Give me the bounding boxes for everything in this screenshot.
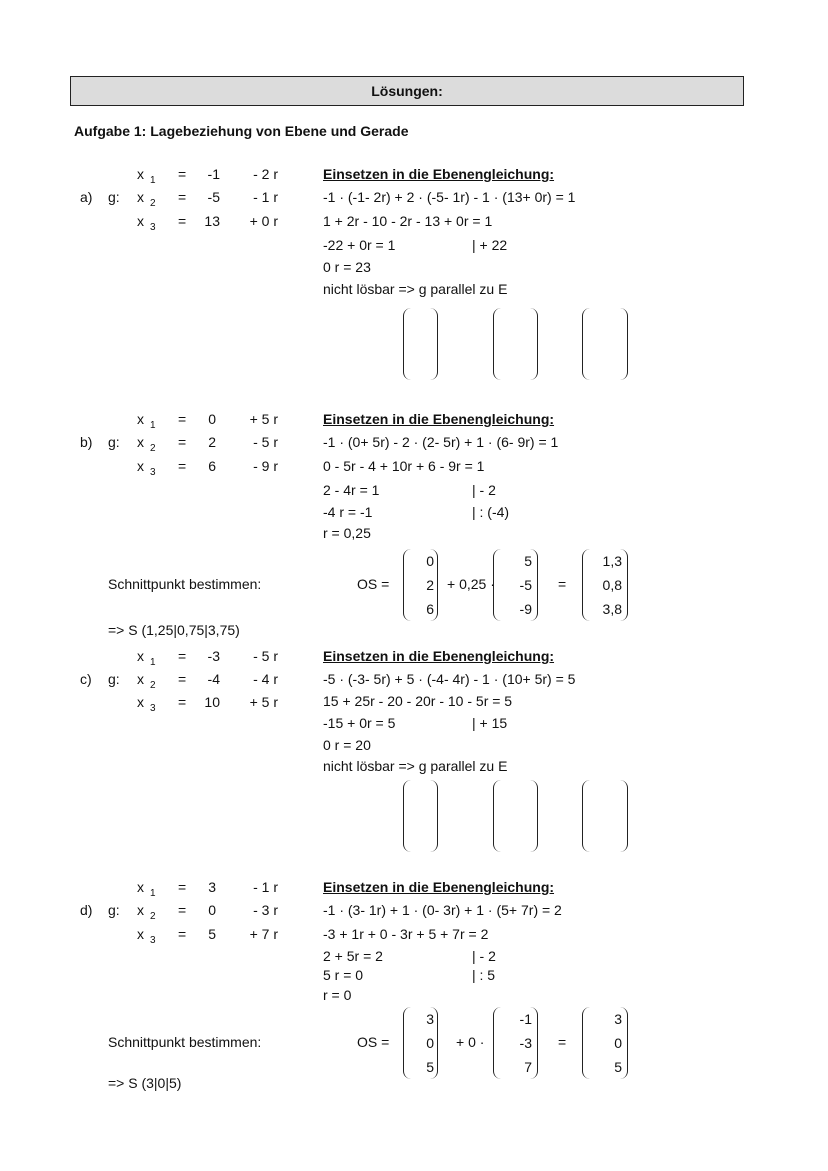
equals-sign: = (178, 434, 187, 450)
line-label: g: (108, 189, 120, 205)
step-3: -15 + 0r = 5 (323, 715, 396, 731)
support-x1: 3 (208, 879, 216, 895)
conclusion: nicht lösbar => g parallel zu E (323, 281, 508, 297)
x2-label: x $_2$ (137, 902, 156, 922)
step-operation: | - 2 (472, 482, 496, 498)
direction-x3: - 9 r (253, 458, 278, 474)
section-heading: Einsetzen in die Ebenengleichung: (323, 648, 555, 664)
equals-sign: = (178, 879, 187, 895)
support-x3: 6 (208, 458, 216, 474)
intersection-result: => S (1,25|0,75|3,75) (108, 622, 240, 638)
part-letter: c) (80, 671, 92, 687)
x3-label: x $_3$ (137, 694, 156, 714)
x3-label: x $_3$ (137, 458, 156, 478)
step-operation: | + 22 (472, 237, 508, 253)
direction-x3: + 7 r (249, 926, 278, 942)
support-x3: 13 (204, 213, 220, 229)
support-x1: -3 (207, 648, 220, 664)
step-5: r = 0 (323, 987, 352, 1003)
intersection-label: Schnittpunkt bestimmen: (108, 1034, 262, 1050)
x1-label: x $_1$ (137, 879, 156, 899)
step-operation: | + 15 (472, 715, 508, 731)
equals-sign: = (178, 213, 187, 229)
direction-x1: - 2 r (253, 166, 278, 182)
equals-sign: = (178, 902, 187, 918)
x1-label: x $_1$ (137, 166, 156, 186)
direction-x3: + 5 r (249, 694, 278, 710)
x1-label: x $_1$ (137, 648, 156, 668)
direction-x2: - 5 r (253, 434, 278, 450)
step-5: r = 0,25 (323, 525, 371, 541)
step-1: -1 · (0+ 5r) - 2 · (2- 5r) + 1 · (6- 9r) = 1 (323, 434, 559, 450)
equals-sign: = (178, 926, 187, 942)
section-heading: Einsetzen in die Ebenengleichung: (323, 166, 555, 182)
solutions-header (70, 76, 744, 106)
direction-x2: - 3 r (253, 902, 278, 918)
step-2: -3 + 1r + 0 - 3r + 5 + 7r = 2 (323, 926, 489, 942)
equals-sign: = (178, 411, 187, 427)
step-4: 5 r = 0 (323, 967, 364, 983)
part-letter: a) (80, 189, 93, 205)
support-x1: -1 (207, 166, 220, 182)
support-x3: 5 (208, 926, 216, 942)
x1-label: x $_1$ (137, 411, 156, 431)
equals-sign: = (178, 671, 187, 687)
step-1: -1 · (-1- 2r) + 2 · (-5- 1r) - 1 · (13+ 0r) = 1 (323, 189, 576, 205)
step-4: 0 r = 23 (323, 259, 371, 275)
task-title: Aufgabe 1: Lagebeziehung von Ebene und Gerade (74, 123, 409, 139)
support-x2: -4 (207, 671, 220, 687)
direction-x1: + 5 r (249, 411, 278, 427)
support-x2: -5 (207, 189, 220, 205)
step-1: -5 · (-3- 5r) + 5 · (-4- 4r) - 1 · (10+ 5r) = 5 (323, 671, 576, 687)
step-2: 0 - 5r - 4 + 10r + 6 - 9r = 1 (323, 458, 485, 474)
solutions-title: Lösungen: (371, 83, 443, 99)
x2-label: x $_2$ (137, 189, 156, 209)
equals-sign: = (178, 458, 187, 474)
scalar-factor: + 0 · (456, 1034, 485, 1050)
x3-label: x $_3$ (137, 926, 156, 946)
equals-sign: = (178, 189, 187, 205)
equals-sign: = (558, 1034, 567, 1050)
scalar-factor: + 0,25 · (447, 576, 495, 592)
step-4: -4 r = -1 (323, 504, 373, 520)
step-operation: | : 5 (472, 967, 496, 983)
os-label: OS = (357, 576, 390, 592)
step-3: 2 - 4r = 1 (323, 482, 380, 498)
step-operation: | : (-4) (472, 504, 510, 520)
line-label: g: (108, 902, 120, 918)
direction-x2: - 1 r (253, 189, 278, 205)
equals-sign: = (178, 694, 187, 710)
intersection-label: Schnittpunkt bestimmen: (108, 576, 262, 592)
step-4: 0 r = 20 (323, 737, 371, 753)
x2-label: x $_2$ (137, 434, 156, 454)
section-heading: Einsetzen in die Ebenengleichung: (323, 411, 555, 427)
step-3: -22 + 0r = 1 (323, 237, 396, 253)
step-2: 1 + 2r - 10 - 2r - 13 + 0r = 1 (323, 213, 493, 229)
direction-x1: - 1 r (253, 879, 278, 895)
support-x2: 2 (208, 434, 216, 450)
line-label: g: (108, 671, 120, 687)
part-letter: b) (80, 434, 93, 450)
direction-x3: + 0 r (249, 213, 278, 229)
direction-x1: - 5 r (253, 648, 278, 664)
support-x1: 0 (208, 411, 216, 427)
support-x2: 0 (208, 902, 216, 918)
equals-sign: = (178, 648, 187, 664)
step-operation: | - 2 (472, 948, 496, 964)
direction-x2: - 4 r (253, 671, 278, 687)
conclusion: nicht lösbar => g parallel zu E (323, 758, 508, 774)
equals-sign: = (178, 166, 187, 182)
section-heading: Einsetzen in die Ebenengleichung: (323, 879, 555, 895)
x2-label: x $_2$ (137, 671, 156, 691)
intersection-result: => S (3|0|5) (108, 1075, 182, 1091)
support-x3: 10 (204, 694, 220, 710)
step-3: 2 + 5r = 2 (323, 948, 383, 964)
os-label: OS = (357, 1034, 390, 1050)
step-2: 15 + 25r - 20 - 20r - 10 - 5r = 5 (323, 693, 513, 709)
line-label: g: (108, 434, 120, 450)
part-letter: d) (80, 902, 93, 918)
equals-sign: = (558, 576, 567, 592)
x3-label: x $_3$ (137, 213, 156, 233)
step-1: -1 · (3- 1r) + 1 · (0- 3r) + 1 · (5+ 7r) = 2 (323, 902, 562, 918)
